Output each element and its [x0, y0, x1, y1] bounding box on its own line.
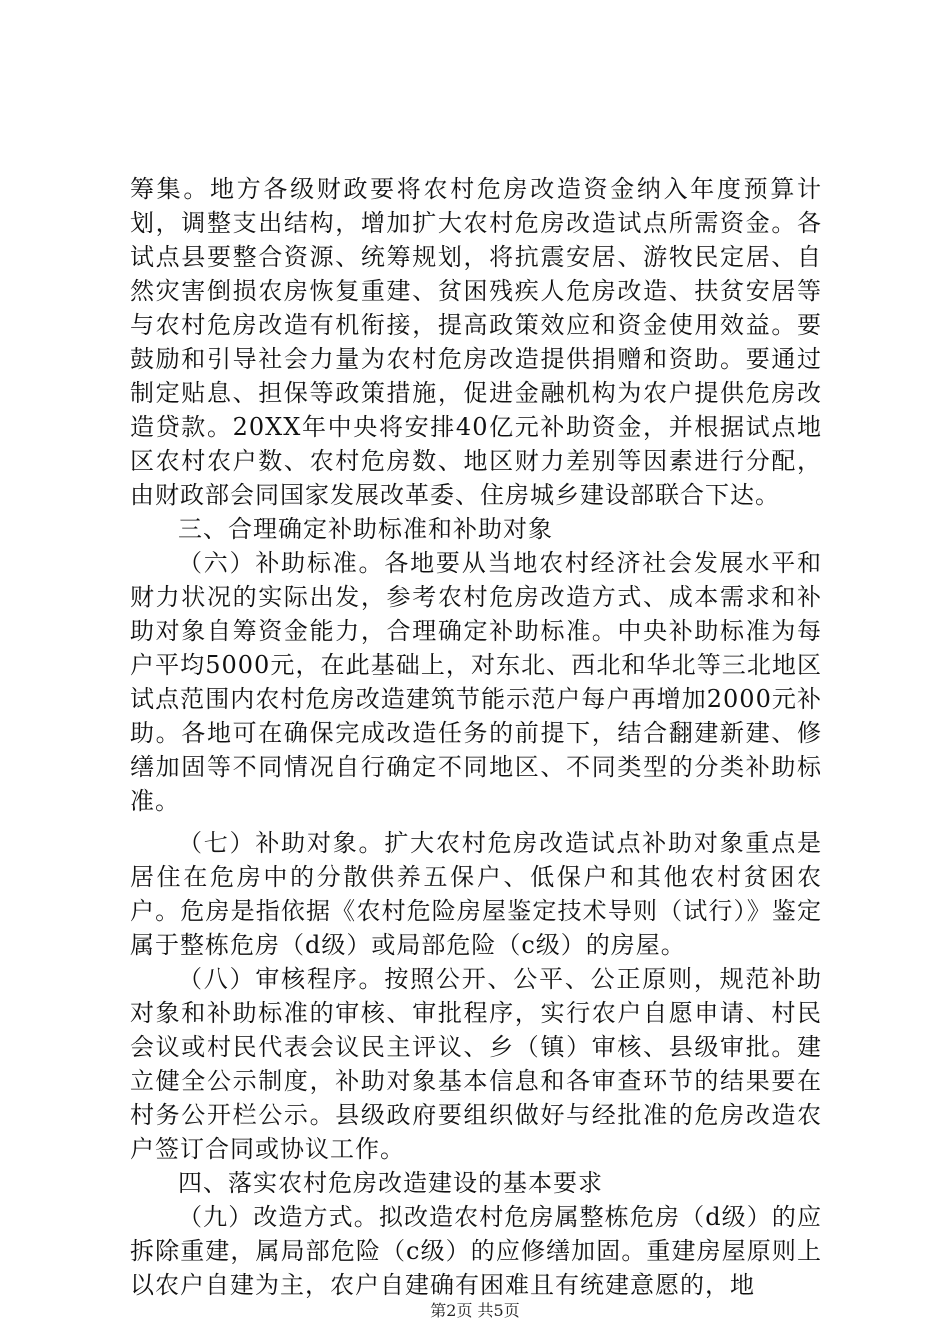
paragraph-renovation-method: （九）改造方式。拟改造农村危房属整栋危房（d级）的应拆除重建，属局部危险（c级）的应修缮加固。重建房屋原则上以农户自建为主，农户自建确有困难且有统建意愿的，地 [130, 1203, 822, 1299]
paragraph-subsidy-standard: （六）补助标准。各地要从当地农村经济社会发展水平和财力状况的实际出发，参考农村危房改造方式、成本需求和补助对象自筹资金能力，合理确定补助标准。中央补助标准为每户平均5000元，在此基础上，对东北、西北和华北等三北地区试点范围内农村危房改造建筑节能示范户每户再增加2000元补助。各地可在确保完成改造任务的前提下，结合翻建新建、修缮加固等不同情况自行确定不同地区、不同类型的分类补助标准。 [130, 549, 822, 815]
document-body [130, 172, 822, 1302]
section-heading-3: 三、合理确定补助标准和补助对象 [178, 515, 553, 543]
paragraph-subsidy-target: （七）补助对象。扩大农村危房改造试点补助对象重点是居住在危房中的分散供养五保户、低保户和其他农村贫困农户。危房是指依据《农村危险房屋鉴定技术导则（试行）》鉴定属于整栋危房（d级）或局部危险（c级）的房屋。 [130, 829, 822, 959]
paragraph-funding: 筹集。地方各级财政要将农村危房改造资金纳入年度预算计划，调整支出结构，增加扩大农村危房改造试点所需资金。各试点县要整合资源、统筹规划，将抗震安居、游牧民定居、自然灾害倒损农房恢复重建、贫困残疾人危房改造、扶贫安居等与农村危房改造有机衔接，提高政策效应和资金使用效益。要鼓励和引导社会力量为农村危房改造提供捐赠和资助。要通过制定贴息、担保等政策措施，促进金融机构为农户提供危房改造贷款。20XX年中央将安排40亿元补助资金，并根据试点地区农村农户数、农村危房数、地区财力差别等因素进行分配，由财政部会同国家发展改革委、住房城乡建设部联合下达。 [130, 175, 822, 509]
paragraph-review-procedure: （八）审核程序。按照公开、公平、公正原则，规范补助对象和补助标准的审核、审批程序，实行农户自愿申请、村民会议或村民代表会议民主评议、乡（镇）审核、县级审批。建立健全公示制度，补助对象基本信息和各审查环节的结果要在村务公开栏公示。县级政府要组织做好与经批准的危房改造农户签订合同或协议工作。 [130, 965, 822, 1163]
section-heading-4: 四、落实农村危房改造建设的基本要求 [178, 1169, 603, 1197]
page-number-footer: 第2页 共5页 [430, 1301, 520, 1320]
